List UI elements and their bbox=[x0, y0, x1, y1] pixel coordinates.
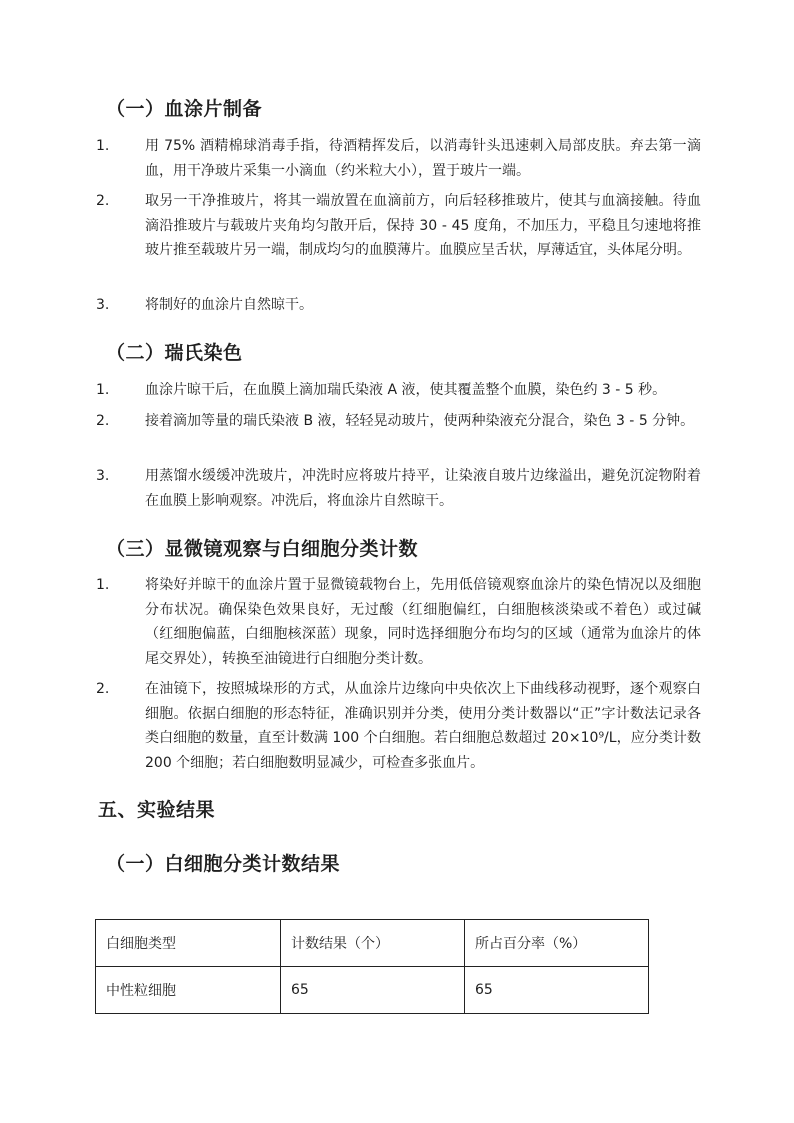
list-text: 取另一干净推玻片，将其一端放置在血滴前方，向后轻移推玻片，使其与血滴接触。待血滴沿推玻片与载玻片夹角均匀散开后，保持 30 - 45 度角，不加压力，平稳且匀速地将推玻片推至载玻片另一端，制成均匀的血膜薄片。血膜应呈舌状，厚薄适宜，头体尾分明。 bbox=[145, 193, 701, 258]
table-header-row bbox=[96, 920, 649, 967]
list-text: 用蒸馏水缓缓冲洗玻片，冲洗时应将玻片持平，让染液自玻片边缘溢出，避免沉淀物附着在血膜上影响观察。冲洗后，将血涂片自然晾干。 bbox=[145, 468, 701, 509]
list-item bbox=[96, 293, 704, 318]
list-number: 1. bbox=[96, 577, 110, 593]
list-text: 将制好的血涂片自然晾干。 bbox=[145, 297, 313, 313]
list-text: 用 75% 酒精棉球消毒手指，待酒精挥发后，以消毒针头迅速刺入局部皮肤。弃去第一滴血，用干净玻片采集一小滴血（约米粒大小），置于玻片一端。 bbox=[145, 138, 701, 179]
results-subheading: （一）白细胞分类计数结果 bbox=[106, 853, 341, 875]
table-header-cell: 白细胞类型 bbox=[96, 920, 281, 967]
list-number: 3. bbox=[96, 297, 110, 313]
list-number: 2. bbox=[96, 413, 110, 429]
list-number: 2. bbox=[96, 681, 110, 697]
list-text: 接着滴加等量的瑞氏染液 B 液，轻轻晃动玻片，使两种染液充分混合，染色 3 - 5 分钟。 bbox=[145, 413, 695, 429]
list-item bbox=[96, 134, 704, 183]
list-text: 血涂片晾干后，在血膜上滴加瑞氏染液 A 液，使其覆盖整个血膜，染色约 3 - 5 秒。 bbox=[145, 382, 667, 398]
list-number: 1. bbox=[96, 382, 110, 398]
list-number: 2. bbox=[96, 193, 110, 209]
list-item bbox=[96, 409, 704, 434]
list-text: 在油镜下，按照城垛形的方式，从血涂片边缘向中央依次上下曲线移动视野，逐个观察白细胞。依据白细胞的形态特征，准确识别并分类，使用分类计数器以“正”字计数法记录各类白细胞的数量，直至计数满 100 个白细胞。若白细胞总数超过 20×10⁹/L，应分类计数 200 个细胞；若白细胞数明显减少，可检查多张血片。 bbox=[145, 681, 701, 771]
list-item bbox=[96, 189, 704, 263]
table-row bbox=[96, 967, 649, 1014]
list-number: 1. bbox=[96, 138, 110, 154]
section-heading-smear-prep: （一）血涂片制备 bbox=[106, 98, 263, 120]
table-cell: 65 bbox=[281, 967, 465, 1014]
table-header-cell: 计数结果（个） bbox=[281, 920, 465, 967]
list-item bbox=[96, 464, 704, 513]
table-cell: 65 bbox=[465, 967, 649, 1014]
section-heading-microscopy: （三）显微镜观察与白细胞分类计数 bbox=[106, 538, 419, 560]
list-item bbox=[96, 378, 704, 403]
results-heading: 五、实验结果 bbox=[98, 799, 216, 821]
results-table bbox=[95, 919, 649, 1014]
table-cell: 中性粒细胞 bbox=[96, 967, 281, 1014]
list-number: 3. bbox=[96, 468, 110, 484]
list-item bbox=[96, 573, 704, 671]
table-header-cell: 所占百分率（%） bbox=[465, 920, 649, 967]
section-heading-wright-stain: （二）瑞氏染色 bbox=[106, 342, 243, 364]
list-text: 将染好并晾干的血涂片置于显微镜载物台上，先用低倍镜观察血涂片的染色情况以及细胞分布状况。确保染色效果良好，无过酸（红细胞偏红，白细胞核淡染或不着色）或过碱（红细胞偏蓝，白细胞核深蓝）现象，同时选择细胞分布均匀的区域（通常为血涂片的体尾交界处），转换至油镜进行白细胞分类计数。 bbox=[145, 577, 701, 667]
list-item bbox=[96, 677, 704, 775]
